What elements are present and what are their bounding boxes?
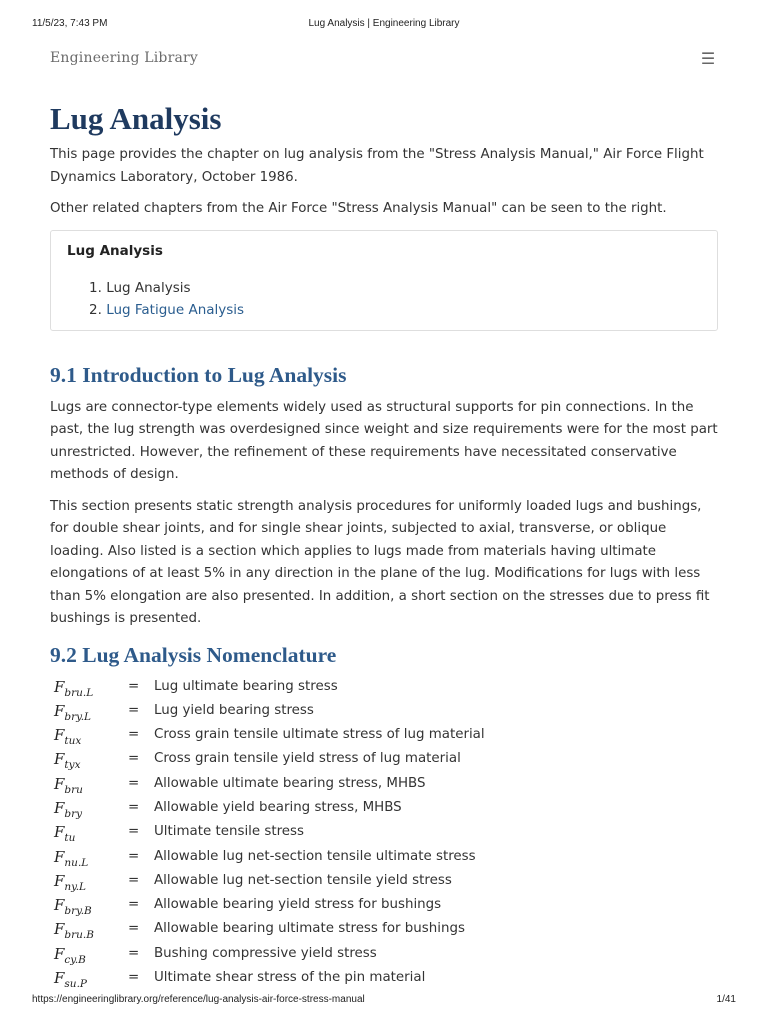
- equals-sign: =: [128, 702, 140, 718]
- toc-item-label: Lug Analysis: [106, 279, 191, 296]
- table-of-contents: [50, 230, 718, 331]
- table-row: [54, 772, 485, 796]
- nomenclature-symbol: [54, 820, 128, 844]
- site-brand-link[interactable]: Engineering Library: [50, 50, 199, 66]
- nomenclature-symbol: [54, 796, 128, 820]
- table-row: [54, 820, 485, 844]
- nomenclature-description: Allowable yield bearing stress, MHBS: [154, 799, 402, 815]
- top-nav: [50, 48, 717, 72]
- print-header: [0, 18, 768, 32]
- equals-sign: =: [128, 824, 140, 840]
- toc-link-lug-fatigue-analysis[interactable]: Lug Fatigue Analysis: [106, 302, 245, 318]
- nomenclature-table: [54, 675, 485, 991]
- nomenclature-description: Allowable lug net-section tensile ultimate stress: [154, 848, 476, 864]
- symbol-subscript: bry: [64, 807, 83, 820]
- equals-sign: =: [128, 775, 140, 791]
- intro-paragraph-1: This page provides the chapter on lug analysis from the "Stress Analysis Manual," Air Force Flight Dynamics Laboratory, October 1986.: [50, 147, 704, 185]
- table-row: [54, 893, 485, 917]
- section-heading-introduction: 9.1 Introduction to Lug Analysis: [50, 362, 347, 387]
- nomenclature-symbol: [54, 966, 128, 990]
- equals-sign: =: [128, 727, 140, 743]
- symbol-base: F: [54, 798, 65, 817]
- table-row: [54, 699, 485, 723]
- symbol-base: F: [54, 823, 65, 842]
- symbol-base: F: [54, 677, 65, 696]
- equals-sign: =: [128, 970, 140, 986]
- nomenclature-symbol: [54, 772, 128, 796]
- page-title: Lug Analysis: [50, 101, 222, 136]
- nomenclature-description: Cross grain tensile ultimate stress of lug material: [154, 727, 485, 743]
- symbol-base: F: [54, 847, 65, 866]
- symbol-base: F: [54, 896, 65, 915]
- section1-paragraph-1: Lugs are connector-type elements widely used as structural supports for pin connections. In the past, the lug strength was overdesigned since weight and size requirements were for the most part unrestricted. However, the refinement of these requirements have necessitated conservative methods of design.: [50, 399, 718, 482]
- equals-sign: =: [128, 921, 140, 937]
- nomenclature-description: Allowable bearing ultimate stress for bushings: [154, 921, 465, 937]
- symbol-subscript: tu: [64, 832, 76, 845]
- toc-title: Lug Analysis: [67, 242, 163, 259]
- symbol-subscript: bry.B: [64, 905, 92, 918]
- nomenclature-symbol: [54, 917, 128, 941]
- symbol-subscript: tyx: [64, 759, 81, 772]
- equals-sign: =: [128, 799, 140, 815]
- intro-paragraph-2: Other related chapters from the Air Force "Stress Analysis Manual" can be seen to the right.: [50, 201, 667, 216]
- symbol-base: F: [54, 774, 65, 793]
- nomenclature-symbol: [54, 893, 128, 917]
- symbol-subscript: tux: [64, 735, 82, 748]
- toc-item: [89, 277, 701, 300]
- symbol-base: F: [54, 701, 65, 720]
- toc-item: [89, 299, 701, 322]
- nomenclature-symbol: [54, 723, 128, 747]
- equals-sign: =: [128, 848, 140, 864]
- main-content: [50, 100, 718, 990]
- symbol-base: F: [54, 750, 65, 769]
- equals-sign: =: [128, 945, 140, 961]
- print-datetime: 11/5/23, 7:43 PM: [32, 18, 108, 29]
- equals-sign: =: [128, 897, 140, 913]
- section1-paragraph-2: This section presents static strength analysis procedures for uniformly loaded lugs and bushings, for double shear joints, and for single shear joints, subjected to axial, transverse, or oblique loading. Also listed is a section which applies to lugs made from materials having ultimate elongations of at least 5% in any direction in the plane of the lug. Modifications for lugs with less than 5% elongation are also presented. In addition, a short section on the stresses due to press fit bushings is presented.: [50, 498, 710, 626]
- table-row: [54, 675, 485, 699]
- hamburger-icon[interactable]: ☰: [700, 49, 716, 68]
- nomenclature-symbol: [54, 869, 128, 893]
- table-row: [54, 723, 485, 747]
- nomenclature-symbol: [54, 699, 128, 723]
- table-row: [54, 942, 485, 966]
- print-page-title: Lug Analysis | Engineering Library: [308, 18, 460, 29]
- table-row: [54, 747, 485, 771]
- section-heading-nomenclature: 9.2 Lug Analysis Nomenclature: [50, 642, 337, 667]
- nomenclature-description: Ultimate shear stress of the pin material: [154, 970, 426, 986]
- table-row: [54, 966, 485, 990]
- nomenclature-symbol: [54, 675, 128, 699]
- symbol-base: F: [54, 871, 65, 890]
- nomenclature-description: Lug yield bearing stress: [154, 702, 314, 718]
- symbol-subscript: bry.L: [64, 710, 92, 723]
- nomenclature-symbol: [54, 845, 128, 869]
- symbol-subscript: nu.L: [64, 856, 89, 869]
- table-row: [54, 845, 485, 869]
- symbol-base: F: [54, 920, 65, 939]
- symbol-base: F: [54, 969, 65, 988]
- nomenclature-description: Allowable lug net-section tensile yield stress: [154, 872, 452, 888]
- nomenclature-symbol: [54, 747, 128, 771]
- nomenclature-description: Allowable bearing yield stress for bushings: [154, 897, 442, 913]
- print-page-number: 1/41: [716, 994, 736, 1005]
- symbol-subscript: cy.B: [64, 953, 86, 966]
- nomenclature-symbol: [54, 942, 128, 966]
- equals-sign: =: [128, 872, 140, 888]
- symbol-base: F: [54, 944, 65, 963]
- symbol-subscript: bru: [64, 783, 83, 796]
- print-url: https://engineeringlibrary.org/reference/lug-analysis-air-force-stress-manual: [32, 994, 365, 1005]
- symbol-subscript: ny.L: [64, 880, 87, 893]
- nomenclature-description: Lug ultimate bearing stress: [154, 678, 338, 694]
- nomenclature-description: Bushing compressive yield stress: [154, 945, 377, 961]
- equals-sign: =: [128, 678, 140, 694]
- table-row: [54, 796, 485, 820]
- symbol-subscript: su.P: [64, 978, 87, 991]
- symbol-subscript: bru.L: [64, 686, 94, 699]
- equals-sign: =: [128, 751, 140, 767]
- symbol-subscript: bru.B: [64, 929, 94, 942]
- nomenclature-description: Ultimate tensile stress: [154, 824, 305, 840]
- table-row: [54, 869, 485, 893]
- nomenclature-description: Cross grain tensile yield stress of lug material: [154, 751, 461, 767]
- nomenclature-description: Allowable ultimate bearing stress, MHBS: [154, 775, 426, 791]
- toc-item-number: 1.: [89, 279, 102, 296]
- table-row: [54, 917, 485, 941]
- toc-item-number: 2.: [89, 302, 102, 318]
- symbol-base: F: [54, 726, 65, 745]
